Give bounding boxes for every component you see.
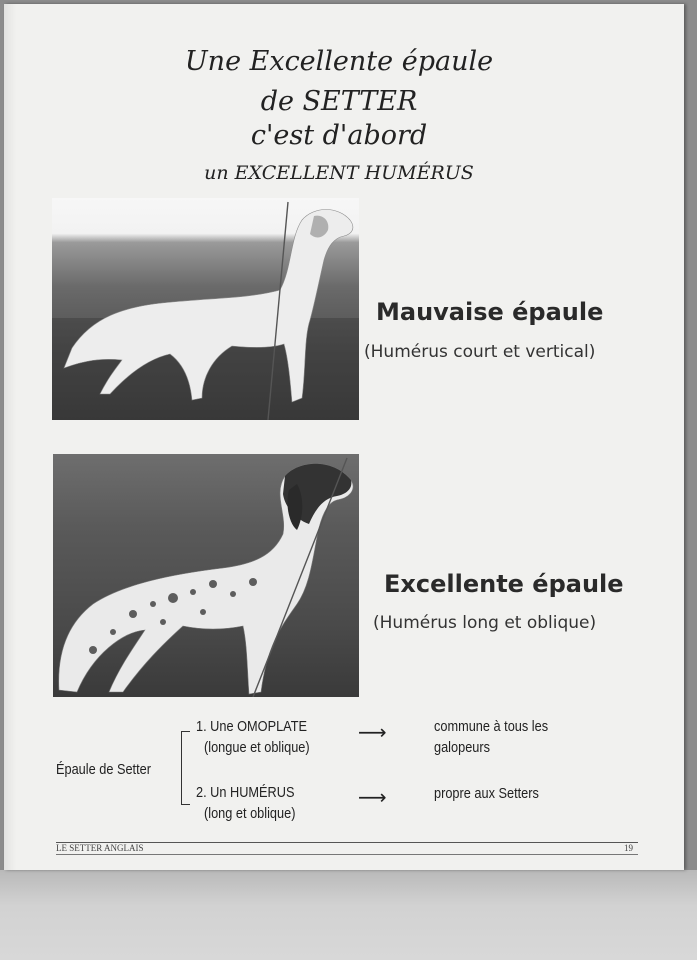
footer-rule-bottom xyxy=(56,854,638,855)
caption-excellent-shoulder-title: Excellente épaule xyxy=(384,570,624,598)
diagram-brace xyxy=(181,731,190,805)
caption-excellent-shoulder-detail: (Humérus long et oblique) xyxy=(373,613,597,633)
title-line-4: un EXCELLENT HUMÉRUS xyxy=(204,162,474,184)
arrow-right-icon: ⟶ xyxy=(358,785,387,809)
setter-standing-illustration xyxy=(52,198,359,420)
diagram-item-1-detail: (longue et oblique) xyxy=(204,739,310,756)
diagram-item-1-note-line2: galopeurs xyxy=(434,739,491,756)
diagram-label: Épaule de Setter xyxy=(56,761,151,778)
arrow-right-icon: ⟶ xyxy=(358,720,387,744)
diagram-item-2-note-line1: propre aux Setters xyxy=(434,785,539,802)
title-line-1: Une Excellente épaule xyxy=(184,46,494,77)
diagram-item-2-name: 2. Un HUMÉRUS xyxy=(196,784,295,801)
document-page xyxy=(4,4,684,870)
diagram-item-1-note-line1: commune à tous les xyxy=(434,718,549,735)
footer-publication: LE SETTER ANGLAIS xyxy=(56,843,144,853)
title-line-2: de SETTER xyxy=(260,86,418,117)
diagram-item-2-detail: (long et oblique) xyxy=(204,805,296,822)
diagram-item-1-name: 1. Une OMOPLATE xyxy=(196,718,308,735)
footer-page-number: 19 xyxy=(624,843,633,853)
setter-photo-bad-shoulder xyxy=(52,198,359,420)
page-shadow xyxy=(4,4,16,870)
scan-background xyxy=(0,870,697,960)
caption-bad-shoulder-detail: (Humérus court et vertical) xyxy=(364,342,596,362)
setter-speckled-illustration xyxy=(53,454,359,697)
setter-photo-excellent-shoulder xyxy=(53,454,359,697)
caption-bad-shoulder-title: Mauvaise épaule xyxy=(376,298,604,326)
title-line-3: c'est d'abord xyxy=(250,120,428,151)
